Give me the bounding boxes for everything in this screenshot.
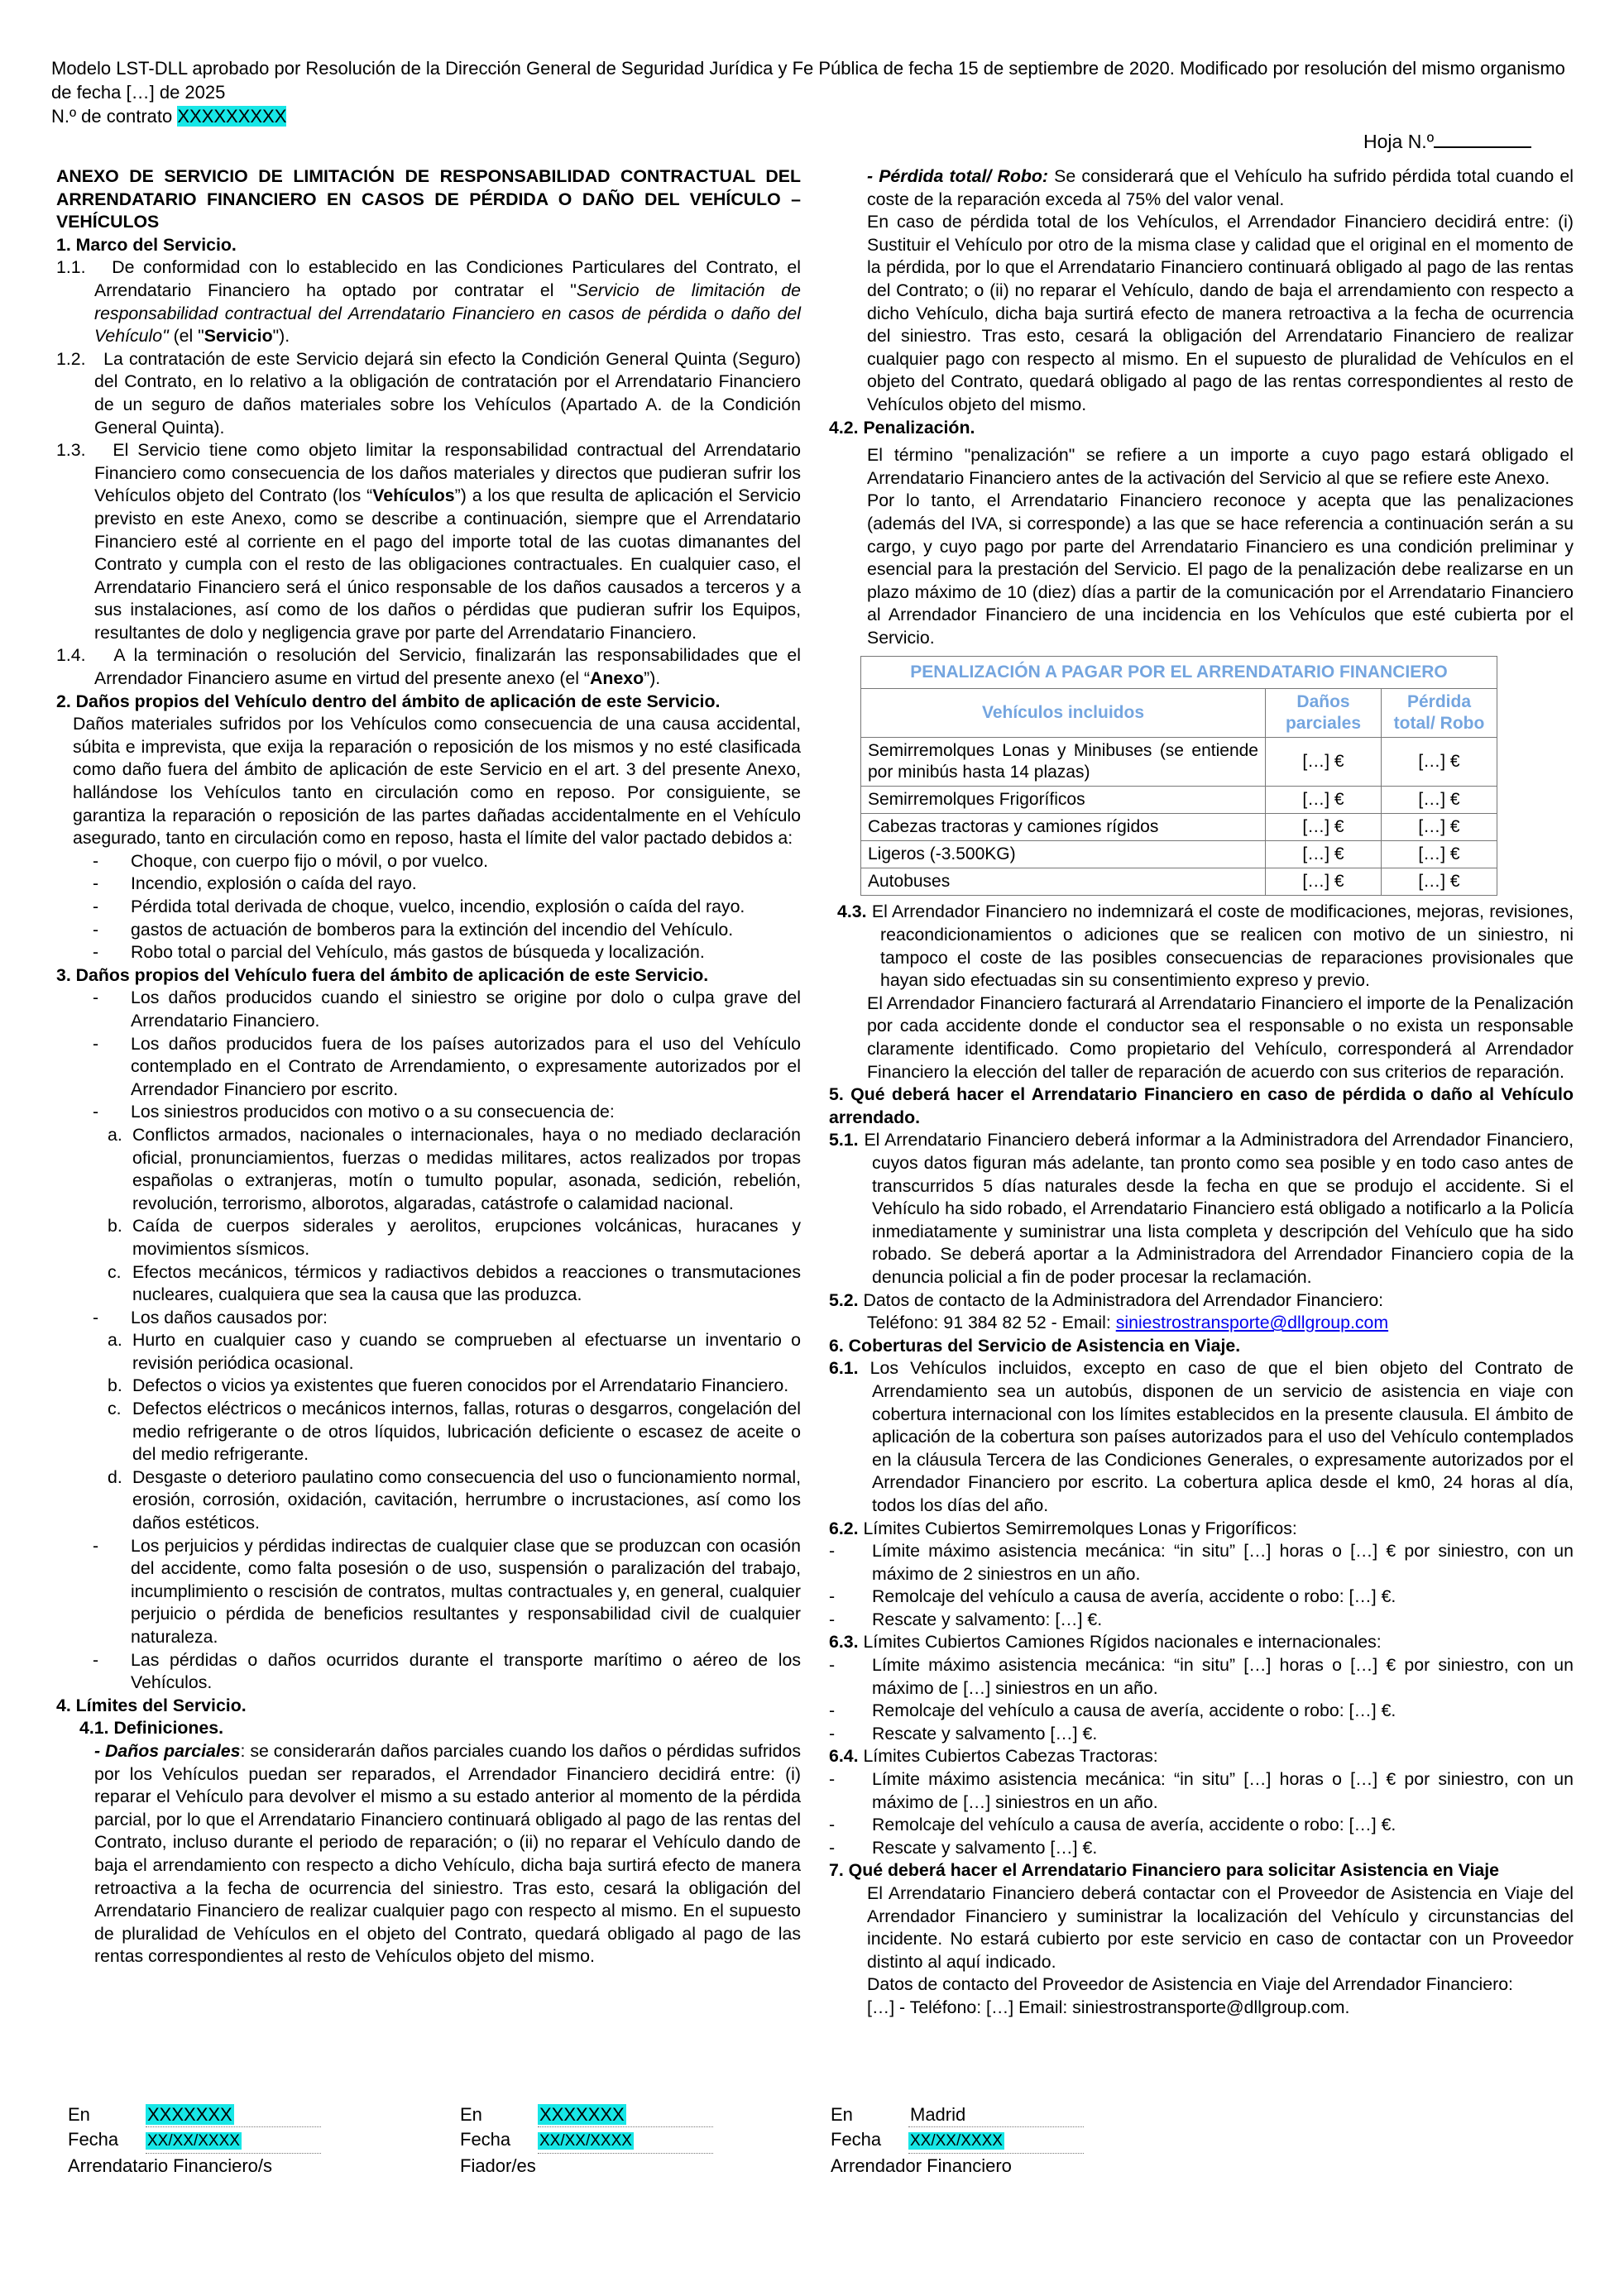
contact-line: Teléfono: 91 384 82 52 - Email: siniestrostransporte@dllgroup.com (867, 1313, 1389, 1333)
section-1-heading: 1. Marco del Servicio. (56, 234, 237, 255)
signature-block-lessee: En XXXXXXX Fecha XX/XX/XXXX Arrendatario Financiero/s (68, 2102, 321, 2178)
exclusion-subitem: c. Defectos eléctricos o mecánicos internos, fallas, roturas o desgarros, congelación del medio refrigerante o de otros líquidos, lubricación deficiente o escasez de aceite o del medio refrigerante. (108, 1399, 801, 1465)
penalty-definition: El término "penalización" se refiere a un importe a cuyo pago estará obligado el Arrendatario Financiero antes de la activación del Servicio al que se refiere este Anexo. (867, 445, 1574, 488)
exclusion-item: - Los daños producidos cuando el siniestro se origine por dolo o culpa grave del Arrendatario Financiero. (56, 987, 801, 1032)
clause-1-1: 1.1. De conformidad con lo establecido en las Condiciones Particulares del Contrato, el Arrendatario Financiero ha optado por contratar el "Servicio de limitación de responsabilidad contractual del Arrendatario Financiero en casos de pérdida o daño del Vehículo" (el "Servicio"). (56, 257, 801, 347)
section-4-2-heading: 4.2. Penalización. (829, 417, 975, 438)
date-field[interactable]: XX/XX/XXXX (147, 2132, 240, 2150)
table-row: Semirremolques Frigoríficos […] € […] € (861, 787, 1497, 814)
signer-role: Fiador/es (460, 2155, 536, 2176)
signature-block-guarantor: En XXXXXXX Fecha XX/XX/XXXX Fiador/es (460, 2102, 713, 2178)
contract-number: XXXXXXXXX (177, 106, 287, 127)
exclusion-item: - Los siniestros producidos con motivo o a su consecuencia de: (56, 1101, 801, 1124)
partial-damage-definition: - Daños parciales: se considerarán daños parciales cuando los daños o pérdidas sufridos por los Vehículos puedan ser reparados, el Arrendador Financiero decidirá entre: (i) reparar el Vehículo para devolver el mismo a su estado anterior al momento de la pérdida parcial, por lo que el Arrendatario Financiero continuará obligado al pago de las rentas del Contrato, incluso durante el periodo de reparación; o (ii) no reparar el Vehículo dando de baja el arrendamiento con respecto a dicho Vehículo, dicha baja surtirá efecto de manera retroactiva a la fecha de ocurrencia del siniestro. Tras esto, cesará la obligación del Arrendatario Financiero de realizar cualquier pago con respecto al mismo. En el supuesto de pluralidad de Vehículos en el objeto del Contrato, quedará obligado al pago de las rentas correspondientes al resto de Vehículos objeto del mismo. (94, 1740, 802, 1967)
list-item: - Pérdida total derivada de choque, vuelco, incendio, explosión o caída del rayo. (56, 896, 801, 919)
clause-4-3-text: El Arrendador Financiero facturará al Arrendatario Financiero el importe de la Penalización por cada accidente donde el conductor sea el responsable o no exista un responsable claramente identificado. Como propietario del Vehículo, corresponderá al Arrendador Financiero la elección del taller de reparación de acuerdo con sus criterios de reparación. (867, 993, 1574, 1082)
limit-item: - Remolcaje del vehículo a causa de avería, accidente o robo: […] €. (829, 1586, 1574, 1609)
limit-item: - Límite máximo asistencia mecánica: “in situ” […] horas o […] € por siniestro, con un máximo de […] siniestros en un año. (829, 1654, 1574, 1700)
clause-5-2: 5.2. Datos de contacto de la Administradora del Arrendador Financiero: (829, 1289, 1384, 1310)
table-row: Cabezas tractoras y camiones rígidos […] € […] € (861, 814, 1497, 841)
limit-item: - Límite máximo asistencia mecánica: “in situ” […] horas o […] € por siniestro, con un máximo de 2 siniestros en un año. (829, 1540, 1574, 1586)
exclusion-subitem: b. Defectos o vicios ya existentes que fueren conocidos por el Arrendatario Financiero. (108, 1375, 789, 1396)
clause-6-2: 6.2. Límites Cubiertos Semirremolques Lonas y Frigoríficos: (829, 1518, 1297, 1538)
table-header: Vehículos incluidos (861, 689, 1266, 738)
sheet-number-blank (1434, 132, 1531, 148)
section-7-text: El Arrendatario Financiero deberá contactar con el Proveedor de Asistencia en Viaje del Arrendador Financiero y suministrar la localización del Vehículo y circunstancias del incidente. No estará cubierto por este servicio en caso de contactar con un Proveedor distinto al aquí indicado. (867, 1883, 1574, 1972)
exclusion-subitem: d. Desgaste o deterioro paulatino como consecuencia del uso o funcionamiento normal, erosión, corrosión, oxidación, cavitación, herrumbre o incrustaciones, así como los daños estéticos. (108, 1466, 801, 1533)
place-field: Madrid (910, 2104, 966, 2125)
section-6-heading: 6. Coberturas del Servicio de Asistencia en Viaje. (829, 1335, 1241, 1356)
limit-item: - Remolcaje del vehículo a causa de avería, accidente o robo: […] €. (829, 1700, 1574, 1723)
right-column (829, 165, 1574, 2020)
clause-1-3: 1.3. El Servicio tiene como objeto limitar la responsabilidad contractual del Arrendatario Financiero como consecuencia de los daños materiales y directos que pudieran sufrir los Vehículos objeto del Contrato (los “Vehículos”) a los que resulta de aplicación el Servicio previsto en este Anexo, como se describe a continuación, siempre que el Arrendatario Financiero esté al corriente en el pago del importe total de las cuotas dimanantes del Contrato y cumpla con el resto de las obligaciones contractuales. En cualquier caso, el Arrendatario Financiero será el único responsable de los daños causados a terceros y a sus instalaciones, así como de los daños o pérdidas que pudieran sufrir los Equipos, resultantes de dolo y negligencia grave por parte del Arrendatario Financiero. (56, 440, 801, 643)
penalty-table (860, 656, 1497, 896)
document-header (51, 56, 1574, 128)
section-4-heading: 4. Límites del Servicio. (56, 1695, 247, 1715)
table-row: Autobuses […] € […] € (861, 868, 1497, 896)
place-field[interactable]: XXXXXXX (147, 2104, 232, 2125)
exclusion-subitem: a. Hurto en cualquier caso y cuando se comprueben al efectuarse un inventario o revisión periódica ocasional. (108, 1330, 801, 1373)
clause-6-3: 6.3. Límites Cubiertos Camiones Rígidos nacionales e internacionales: (829, 1632, 1382, 1653)
section-2-heading: 2. Daños propios del Vehículo dentro del ámbito de aplicación de este Servicio. (56, 691, 721, 711)
signer-role: Arrendatario Financiero/s (68, 2155, 273, 2176)
limit-item: - Rescate y salvamento […] €. (829, 1837, 1574, 1860)
left-column (56, 165, 801, 1968)
total-loss-definition: - Pérdida total/ Robo: Se considerará que el Vehículo ha sufrido pérdida total cuando el coste de la reparación exceda al 75% del valor venal. (867, 166, 1574, 209)
date-field[interactable]: XX/XX/XXXX (539, 2132, 632, 2150)
signer-role: Arrendador Financiero (831, 2155, 1012, 2176)
date-field[interactable]: XX/XX/XXXX (910, 2132, 1003, 2150)
section-3-heading: 3. Daños propios del Vehículo fuera del ámbito de aplicación de este Servicio. (56, 964, 709, 985)
clause-4-3: 4.3. El Arrendador Financiero no indemnizará el coste de modificaciones, mejoras, revisiones, reacondicionamientos o adiciones que se realicen con motivo de un siniestro, ni tampoco el coste de las posibles consecuencias de reparaciones provisionales que hayan sido efectuadas sin su consentimiento expreso y previo. (837, 902, 1574, 991)
section-7-contact: Datos de contacto del Proveedor de Asistencia en Viaje del Arrendador Financiero: (867, 1974, 1513, 1995)
table-header: Daños parciales (1266, 689, 1382, 738)
clause-6-4: 6.4. Límites Cubiertos Cabezas Tractoras: (829, 1746, 1158, 1767)
clause-6-1: 6.1. Los Vehículos incluidos, excepto en caso de que el bien objeto del Contrato de Arrendamiento sea un autobús, disponen de un servicio de asistencia en viaje con cobertura internacional con los límites establecidos en la presente clausula. El ámbito de aplicación de la cobertura son países autorizados para el uso del Vehículo contemplados en la cláusula Tercera de las Condiciones Generales, o expresamente autorizados por el Arrendador Financiero por escrito. La cobertura aplica desde el km0, 24 horas al día, todos los días del año. (829, 1358, 1574, 1515)
list-item: - Choque, con cuerpo fijo o móvil, o por vuelco. (56, 850, 801, 873)
place-field[interactable]: XXXXXXX (539, 2104, 625, 2125)
penalty-text: Por lo tanto, el Arrendatario Financiero reconoce y acepta que las penalizaciones (además del IVA, si corresponde) a las que se hace referencia a continuación serán a su cargo, y cuyo pago por parte del Arrendatario Financiero es una condición preliminar y esencial para la prestación del Servicio. El pago de la penalización debe realizarse en un plazo máximo de 10 (diez) días a partir de la comunicación por el Arrendatario Financiero al Arrendador Financiero de una incidencia en los Vehículos que esté cubierta por el Servicio. (867, 490, 1574, 648)
list-item: - gastos de actuación de bomberos para la extinción del incendio del Vehículo. (56, 919, 801, 942)
exclusion-item: - Los perjuicios y pérdidas indirectas de cualquier clase que se produzcan con ocasión del accidente, como falta posesión o de uso, suspensión o paralización del trabajo, incumplimiento o rescisión de contratos, multas contractuales y, en general, cualquier perjuicio o pérdida de beneficios resultantes y responsabilidad civil de cualquier naturaleza. (56, 1535, 801, 1649)
section-4-1-heading: 4.1. Definiciones. (79, 1718, 223, 1739)
clause-5-1: 5.1. El Arrendatario Financiero deberá informar a la Administradora del Arrendador Financiero, cuyos datos figuran más adelante, tan pronto como sea posible y en todo caso antes de transcurridos 5 días naturales desde la fecha en que se produjo el accidente. Si el Vehículo ha sido robado, el Arrendatario Financiero está obligado a notificarlo a la Policía inmediatamente y suministrar una lista completa y descripción del Vehículo que ha sido robado. Se deberá aportar a la Administradora del Arrendador Financiero copia de la denuncia policial a fin de poder procesar la reclamación. (829, 1130, 1574, 1287)
exclusion-subitem: b. Caída de cuerpos siderales y aerolitos, erupciones volcánicas, huracanes y movimientos sísmicos. (108, 1216, 801, 1259)
limit-item: - Rescate y salvamento: […] €. (829, 1609, 1574, 1632)
exclusion-subitem: c. Efectos mecánicos, térmicos y radiactivos debidos a reacciones o transmutaciones nucleares, cualquiera que sea la causa que las produzca. (108, 1261, 801, 1305)
exclusion-item: - Las pérdidas o daños ocurridos durante el transporte marítimo o aéreo de los Vehículos. (56, 1649, 801, 1695)
section-7-heading: 7. Qué deberá hacer el Arrendatario Financiero para solicitar Asistencia en Viaje (829, 1860, 1500, 1881)
clause-1-4: 1.4. A la terminación o resolución del Servicio, finalizarán las responsabilidades que el Arrendador Financiero asume en virtud del presente anexo (el “Anexo”). (56, 645, 802, 689)
contract-number-line: N.º de contrato XXXXXXXXX (51, 106, 287, 127)
table-title: PENALIZACIÓN A PAGAR POR EL ARRENDATARIO FINANCIERO (861, 657, 1497, 689)
table-header: Pérdida total/ Robo (1382, 689, 1497, 738)
section-5-heading: 5. Qué deberá hacer el Arrendatario Financiero en caso de pérdida o daño al Vehículo arrendado. (829, 1084, 1574, 1127)
exclusion-subitem: a. Conflictos armados, nacionales o internacionales, haya o no mediado declaración oficial, pronunciamientos, fuerzas o medidas militares, actos realizados por tropas españolas o extranjeras, motín o tumulto popular, asonada, sedición, rebelión, revolución, terrorismo, alborotos, algaradas, catástrofe o calamidad nacional. (108, 1124, 801, 1213)
email-link[interactable]: siniestrostransporte@dllgroup.com (1115, 1313, 1389, 1333)
table-row: Ligeros (-3.500KG) […] € […] € (861, 841, 1497, 868)
page-title: ANEXO DE SERVICIO DE LIMITACIÓN DE RESPONSABILIDAD CONTRACTUAL DEL ARRENDATARIO FINANCIERO EN CASOS DE PÉRDIDA O DAÑO DEL VEHÍCULO – VEHÍCULOS (56, 166, 801, 232)
sheet-number: Hoja N.º (1363, 131, 1531, 153)
limit-item: - Límite máximo asistencia mecánica: “in situ” […] horas o […] € por siniestro, con un máximo de […] siniestros en un año. (829, 1768, 1574, 1814)
list-item: - Robo total o parcial del Vehículo, más gastos de búsqueda y localización. (56, 941, 801, 964)
signature-block-lessor: En Madrid Fecha XX/XX/XXXX Arrendador Financiero (831, 2102, 1084, 2178)
section-7-details: […] - Teléfono: […] Email: siniestrostransporte@dllgroup.com. (867, 1997, 1350, 2017)
limit-item: - Remolcaje del vehículo a causa de avería, accidente o robo: […] €. (829, 1814, 1574, 1837)
total-loss-text: En caso de pérdida total de los Vehículos, el Arrendador Financiero decidirá entre: (i) Sustituir el Vehículo por otro de la misma clase y calidad que el original en el momento de la pérdida, por lo que el Arrendatario Financiero continuará obligado al pago de las rentas del Contrato; o (ii) no reparar el Vehículo, dando de baja el arrendamiento con respecto a dicho Vehículo, dicha baja surtirá efecto de manera retroactiva a la fecha de ocurrencia del siniestro. Tras esto, cesará la obligación del Arrendatario Financiero de realizar cualquier pago con respecto al mismo. En el supuesto de pluralidad de Vehículos en el objeto del Contrato, quedará obligado al pago de las rentas correspondientes al resto de Vehículos objeto del mismo. (867, 212, 1574, 414)
exclusion-item: - Los daños causados por: (56, 1307, 801, 1330)
table-row: Semirremolques Lonas y Minibuses (se entiende por minibús hasta 14 plazas) […] € […] € (861, 738, 1497, 787)
clause-1-2: 1.2. La contratación de este Servicio dejará sin efecto la Condición General Quinta (Seguro) del Contrato, en lo relativo a la obligación de contratación por el Arrendatario Financiero de un seguro de daños materiales sobre los Vehículos (Apartado A. de la Condición General Quinta). (56, 348, 801, 438)
list-item: - Incendio, explosión o caída del rayo. (56, 873, 801, 896)
exclusion-item: - Los daños producidos fuera de los países autorizados para el uso del Vehículo contemplado en el Contrato de Arrendamiento, o expresamente autorizados por el Arrendador Financiero por escrito. (56, 1033, 801, 1102)
limit-item: - Rescate y salvamento […] €. (829, 1723, 1574, 1746)
section-2-text: Daños materiales sufridos por los Vehículos como consecuencia de una causa accidental, súbita e imprevista, que exija la reparación o reposición de los mismos y no esté clasificada como daño fuera del ámbito de aplicación de este Servicio en el art. 3 del presente Anexo, hallándose los Vehículos tanto en circulación como en reposo. Por consiguiente, se garantiza la reparación o reposición de las partes dañadas accidentalmente en el Vehículo asegurado, tanto en circulación como en reposo, hasta el límite del valor pactado debidos a: (73, 714, 801, 849)
model-reference: Modelo LST-DLL aprobado por Resolución de la Dirección General de Seguridad Jurídica y Fe Pública de fecha 15 de septiembre de 2020. Modificado por resolución del mismo organismo de fecha […] de 2025 (51, 58, 1565, 103)
